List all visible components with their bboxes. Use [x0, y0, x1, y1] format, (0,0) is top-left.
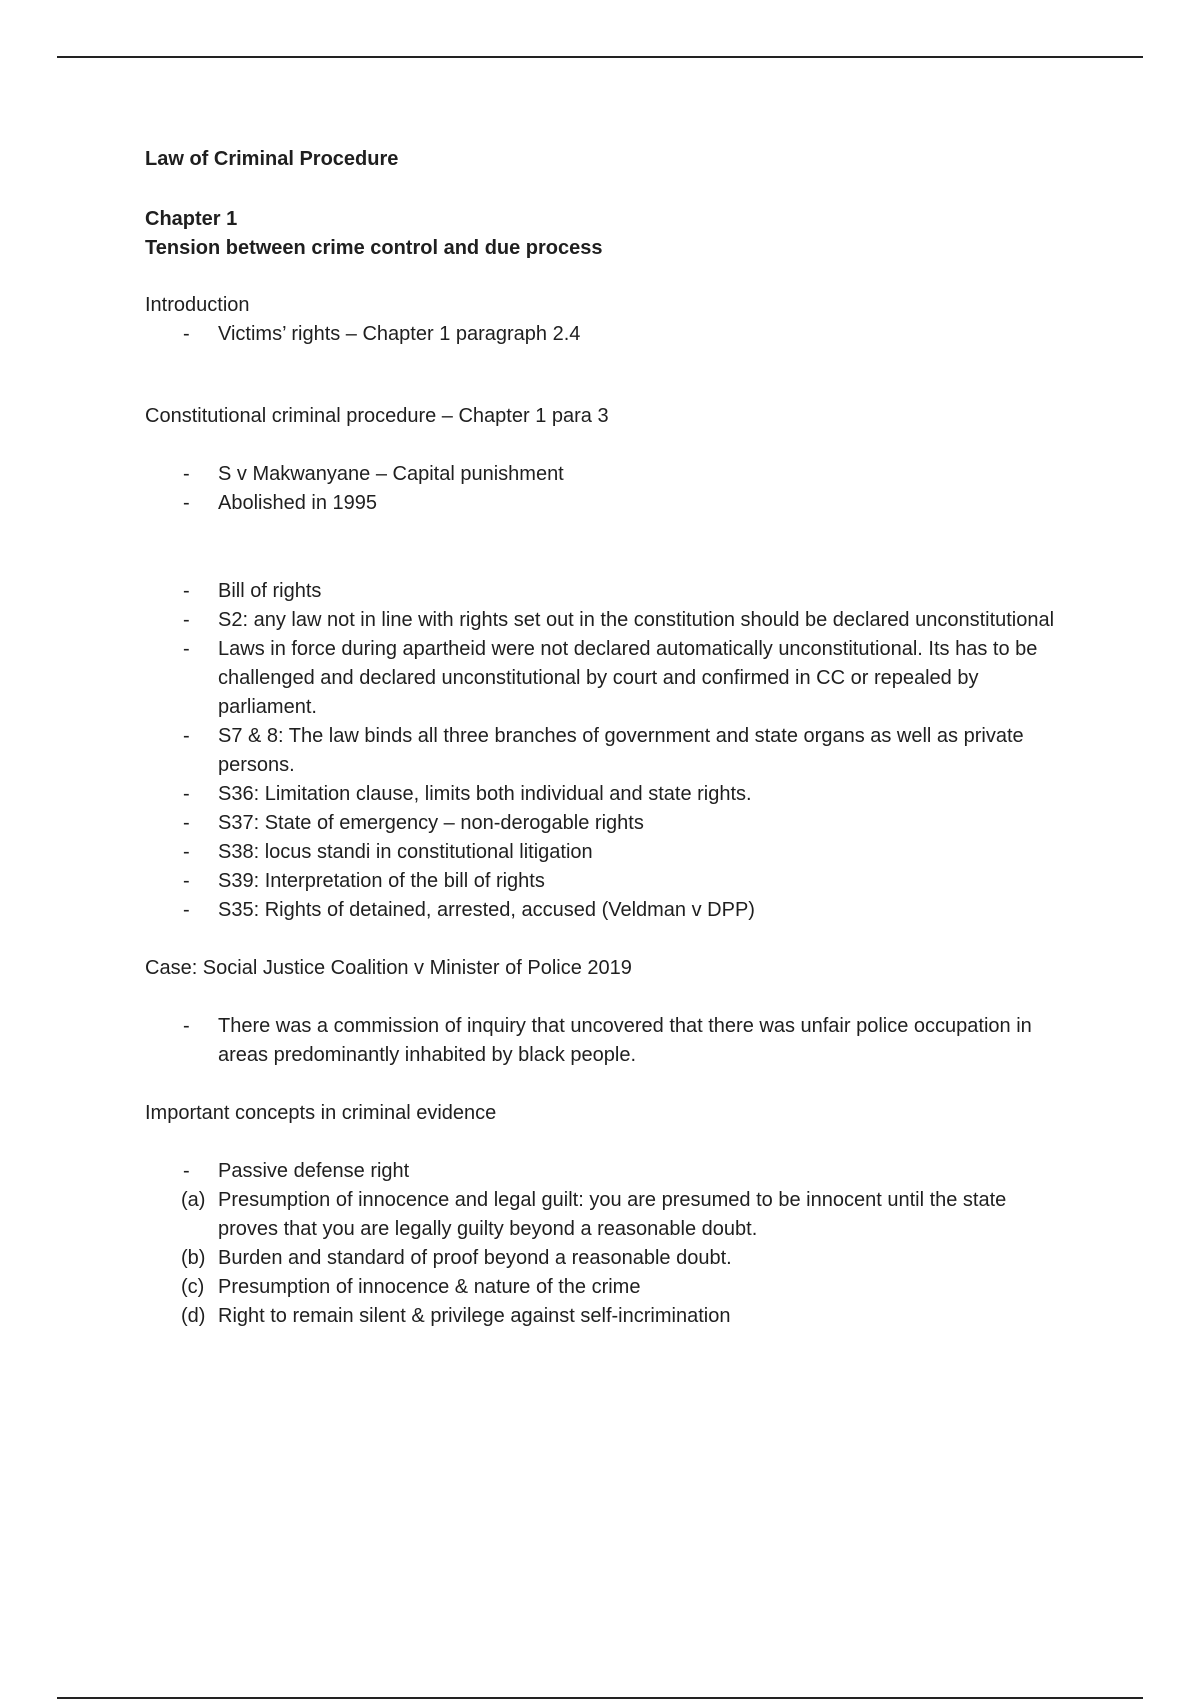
concepts-lettered-list: [145, 1186, 1065, 1331]
list-item: - S35: Rights of detained, arrested, accused (Veldman v DPP): [145, 896, 1065, 925]
list-item: - S38: locus standi in constitutional litigation: [145, 838, 1065, 867]
item-text: Right to remain silent & privilege against self-incrimination: [218, 1305, 731, 1327]
list-item: - Laws in force during apartheid were not declared automatically unconstitutional. Its has to be challenged and declared unconstitutional by court and confirmed in CC or repealed by parliament.: [145, 635, 1065, 722]
list-item: - S2: any law not in line with rights set out in the constitution should be declared unconstitutional: [145, 606, 1065, 635]
list-item: - S37: State of emergency – non-derogable rights: [145, 809, 1065, 838]
concepts-heading: Important concepts in criminal evidence: [145, 1102, 497, 1124]
constitutional-list-b: [145, 577, 1065, 925]
item-marker: (c): [181, 1276, 205, 1298]
concepts-list: [145, 1157, 1065, 1186]
item-marker: (d): [181, 1305, 206, 1327]
list-item: - Passive defense right: [145, 1157, 1065, 1186]
chapter-heading: Chapter 1: [145, 208, 238, 230]
list-item: - Victims’ rights – Chapter 1 paragraph 2.4: [145, 320, 1065, 349]
item-text: Presumption of innocence and legal guilt: you are presumed to be innocent until the state proves that you are legally guilty beyond a reasonable doubt.: [218, 1189, 1007, 1240]
document-body: [145, 145, 1065, 1331]
lettered-item: [145, 1273, 1065, 1302]
list-item: - Bill of rights: [145, 577, 1065, 606]
document-title: Law of Criminal Procedure: [145, 148, 399, 170]
chapter-subtitle: Tension between crime control and due process: [145, 237, 603, 259]
list-item: - S v Makwanyane – Capital punishment: [145, 460, 1065, 489]
list-item: - S39: Interpretation of the bill of rights: [145, 867, 1065, 896]
case-heading: Case: Social Justice Coalition v Minister of Police 2019: [145, 957, 632, 979]
list-item: - Abolished in 1995: [145, 489, 1065, 518]
footer-rule: [57, 1697, 1143, 1699]
list-item: - There was a commission of inquiry that uncovered that there was unfair police occupation in areas predominantly inhabited by black people.: [145, 1012, 1065, 1070]
lettered-item: [145, 1244, 1065, 1273]
item-text: Presumption of innocence & nature of the crime: [218, 1276, 641, 1298]
lettered-item: [145, 1186, 1065, 1244]
list-item: - S36: Limitation clause, limits both individual and state rights.: [145, 780, 1065, 809]
constitutional-list-a: [145, 460, 1065, 518]
constitutional-heading: Constitutional criminal procedure – Chapter 1 para 3: [145, 405, 609, 427]
introduction-list: [145, 320, 1065, 349]
item-marker: (b): [181, 1247, 206, 1269]
header-rule: [57, 56, 1143, 58]
lettered-item: [145, 1302, 1065, 1331]
item-marker: (a): [181, 1189, 206, 1211]
list-item: - S7 & 8: The law binds all three branches of government and state organs as well as private persons.: [145, 722, 1065, 780]
case-list: [145, 1012, 1065, 1070]
introduction-heading: Introduction: [145, 294, 250, 316]
item-text: Burden and standard of proof beyond a reasonable doubt.: [218, 1247, 732, 1269]
